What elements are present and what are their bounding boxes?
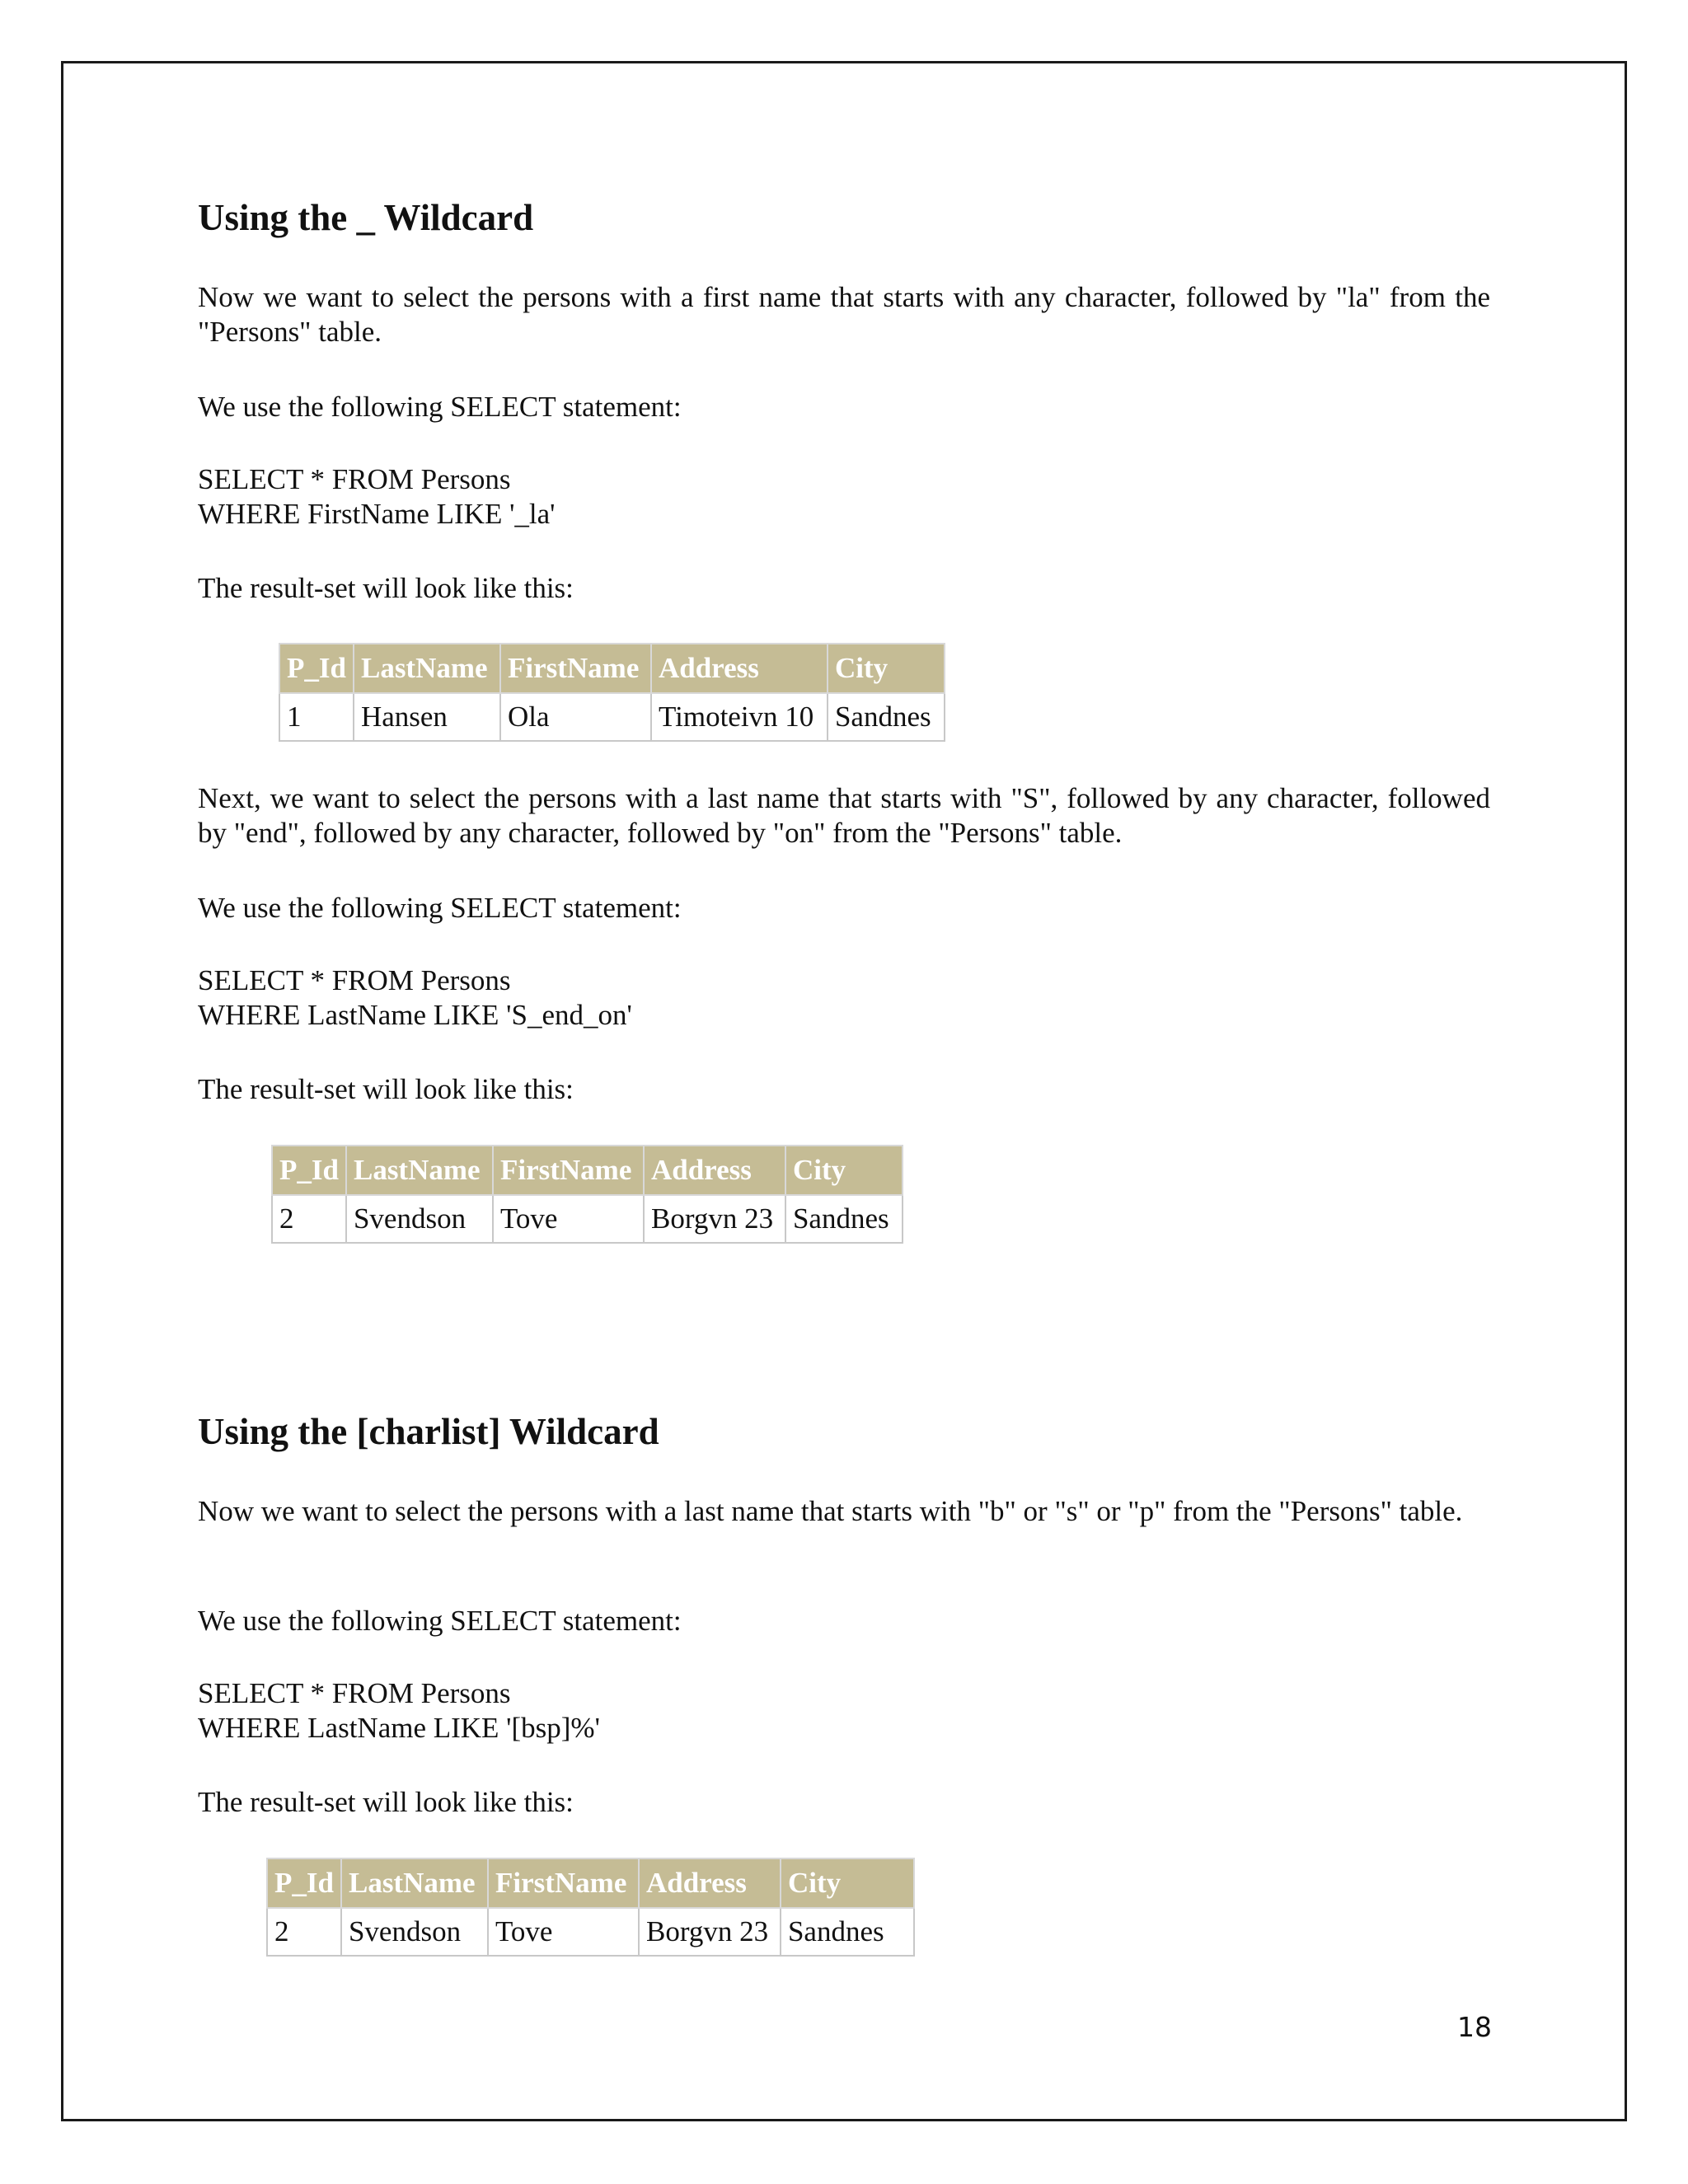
table-row <box>279 693 945 741</box>
intro-paragraph: Now we want to select the persons with a last name that starts with "b" or "s" or "p" from the "Persons" table. <box>198 1495 1463 1527</box>
sql-statement <box>198 1676 600 1746</box>
result-table <box>279 643 945 742</box>
sql-statement <box>198 963 632 1033</box>
table-cell: Sandnes <box>828 693 945 741</box>
column-header: LastName <box>346 1146 493 1195</box>
table-cell: Borgvn 23 <box>639 1908 781 1956</box>
section-heading-underscore-wildcard: Using the _ Wildcard <box>198 197 534 238</box>
sql-line: SELECT * FROM Persons <box>198 1677 511 1709</box>
result-intro: The result-set will look like this: <box>198 572 574 604</box>
table-cell: Timoteivn 10 <box>651 693 828 741</box>
result-intro: The result-set will look like this: <box>198 1073 574 1105</box>
table-row <box>267 1908 914 1956</box>
column-header: FirstName <box>493 1146 644 1195</box>
sql-line: SELECT * FROM Persons <box>198 463 511 495</box>
sql-line: WHERE LastName LIKE 'S_end_on' <box>198 999 632 1031</box>
table-cell: Hansen <box>354 693 500 741</box>
column-header: City <box>785 1146 903 1195</box>
table-cell: Tove <box>493 1195 644 1243</box>
table-cell: Sandnes <box>785 1195 903 1243</box>
intro-paragraph: Now we want to select the persons with a first name that starts with any character, followed by "la" from the "Persons" table. <box>198 281 1490 348</box>
statement-intro: We use the following SELECT statement: <box>198 391 682 423</box>
table-cell: 2 <box>267 1908 341 1956</box>
table-header-row <box>272 1146 903 1195</box>
table-cell: Ola <box>500 693 651 741</box>
next-paragraph: Next, we want to select the persons with a last name that starts with "S", followed by any character, followed by "end", followed by any character, followed by "on" from the "Persons" table. <box>198 782 1490 849</box>
column-header: Address <box>644 1146 785 1195</box>
table-cell: Sandnes <box>781 1908 914 1956</box>
table-header-row <box>267 1858 914 1908</box>
table-row <box>272 1195 903 1243</box>
page-number: 18 <box>1457 2011 1492 2043</box>
result-table <box>266 1858 915 1957</box>
table-cell: Tove <box>488 1908 639 1956</box>
result-table <box>271 1145 903 1244</box>
result-intro: The result-set will look like this: <box>198 1786 574 1818</box>
column-header: FirstName <box>500 644 651 693</box>
sql-line: WHERE LastName LIKE '[bsp]%' <box>198 1712 600 1744</box>
column-header: Address <box>651 644 828 693</box>
column-header: P_Id <box>267 1858 341 1908</box>
table-cell: Borgvn 23 <box>644 1195 785 1243</box>
table-cell: 2 <box>272 1195 346 1243</box>
sql-line: WHERE FirstName LIKE '_la' <box>198 498 556 530</box>
column-header: P_Id <box>272 1146 346 1195</box>
statement-intro: We use the following SELECT statement: <box>198 892 682 924</box>
sql-line: SELECT * FROM Persons <box>198 964 511 996</box>
table-header-row <box>279 644 945 693</box>
column-header: LastName <box>354 644 500 693</box>
table-cell: Svendson <box>346 1195 493 1243</box>
column-header: FirstName <box>488 1858 639 1908</box>
column-header: Address <box>639 1858 781 1908</box>
table-cell: Svendson <box>341 1908 488 1956</box>
column-header: City <box>828 644 945 693</box>
sql-statement <box>198 462 555 532</box>
column-header: LastName <box>341 1858 488 1908</box>
statement-intro: We use the following SELECT statement: <box>198 1605 682 1637</box>
section-heading-charlist-wildcard: Using the [charlist] Wildcard <box>198 1411 659 1452</box>
table-cell: 1 <box>279 693 354 741</box>
column-header: P_Id <box>279 644 354 693</box>
column-header: City <box>781 1858 914 1908</box>
